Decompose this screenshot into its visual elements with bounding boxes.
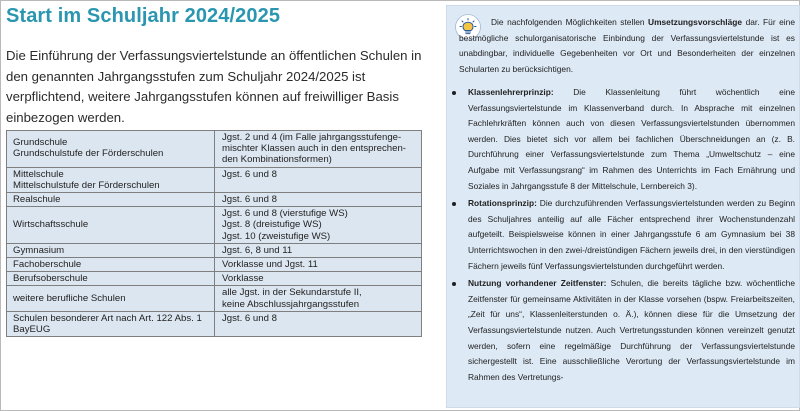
grade-levels-cell xyxy=(215,311,422,336)
school-type-cell xyxy=(7,243,215,257)
grade-levels-cell xyxy=(215,193,422,207)
school-type-line: Mittelschule xyxy=(13,168,64,180)
grade-levels-cell xyxy=(215,272,422,286)
grade-line: Jgst. 6 und 8 xyxy=(222,168,277,180)
option-text: Die Klassenleitung führt wöchentlich eine Verfassungsviertelstunde im Klassenverband durch. In Absprache mit einzelnen Fachlehrkräften können auch von diesen Verfassungsviertelstunden übernommen werden. Dies bietet sich vor allem bei fachlichen Überschneidungen an (z. B. Durchführung einer Verfassungsviertelstunde zum Thema „Umweltschutz – eine Aufgabe mit Verfassungsrang“ im Rahmen des Unterrichts im Fach Ernährung und Soziales in Jahrgangsstufe 8 der Mittelschule, Lernbereich 3). xyxy=(468,87,795,191)
grade-levels-cell xyxy=(215,167,422,192)
school-type-line: Mittelschulstufe der Förderschulen xyxy=(13,179,160,191)
school-type-cell xyxy=(7,167,215,192)
grade-levels-cell xyxy=(215,286,422,311)
grade-levels-cell xyxy=(215,243,422,257)
school-type-cell xyxy=(7,286,215,311)
school-type-line: Realschule xyxy=(13,194,61,206)
implementation-options-list xyxy=(449,85,795,387)
list-item xyxy=(449,85,795,194)
grade-line: keine Abschlussjahrgangsstufen xyxy=(222,298,360,310)
bullet-icon xyxy=(452,91,456,95)
bullet-icon xyxy=(452,282,456,286)
table-row xyxy=(7,193,422,207)
intro-text-a: Die nachfolgenden Möglichkeiten stellen xyxy=(491,17,649,27)
school-type-cell xyxy=(7,131,215,168)
school-type-line: weitere berufliche Schulen xyxy=(13,293,126,305)
school-type-line: Fachoberschule xyxy=(13,259,82,271)
grade-levels-cell xyxy=(215,131,422,168)
grade-line: Jgst. 6, 8 und 11 xyxy=(222,244,293,256)
table-row xyxy=(7,258,422,272)
table-row xyxy=(7,272,422,286)
grade-line: den Kombinationsformen) xyxy=(222,154,332,166)
grade-line: Jgst. 6 und 8 xyxy=(222,194,277,206)
grade-line: Jgst. 6 und 8 xyxy=(222,312,277,324)
grade-line: Jgst. 8 (dreistufige WS) xyxy=(222,219,322,231)
grade-levels-cell xyxy=(215,207,422,244)
implementation-infobox xyxy=(446,5,800,408)
school-type-line: Schulen besonderer Art nach Art. 122 Abs. 1 xyxy=(13,312,202,324)
list-item xyxy=(449,276,795,385)
option-term: Rotationsprinzip: xyxy=(468,198,537,209)
grade-line: Vorklasse und Jgst. 11 xyxy=(222,259,318,271)
school-type-cell xyxy=(7,258,215,272)
option-term: Nutzung vorhandener Zeitfenster: xyxy=(468,278,607,289)
school-type-line: Grundschule xyxy=(13,137,68,148)
infobox-intro xyxy=(459,15,795,78)
table-row xyxy=(7,207,422,244)
school-grades-table xyxy=(6,130,422,337)
intro-emphasis: Umsetzungsvorschläge xyxy=(648,17,743,27)
bullet-icon xyxy=(452,202,456,206)
table-row xyxy=(7,311,422,336)
option-text: Die durchzuführenden Verfassungsviertelstunden werden zu Beginn des Schuljahres anteilig auf alle Fächer entsprechend ihrer Wochenstundenzahl aufgeteilt. Beispielsweise können in einer Jahrgangsstufe 6 am Gymnasium bei 38 Unterrichtswochen in den zwei-/dreistündigen Fächern jeweils drei, in den vierstündigen Fächern jeweils fünf Verfassungsviertelstunden durchgeführt werden. xyxy=(468,198,795,271)
page-title: Start im Schuljahr 2024/2025 xyxy=(6,5,281,27)
grade-levels-cell xyxy=(215,258,422,272)
table-row xyxy=(7,243,422,257)
grade-line: mischter Klassen auch in den entsprechen- xyxy=(222,143,406,155)
grade-line: Jgst. 2 und 4 (im Falle jahrgangsstufenge- xyxy=(222,132,402,143)
intro-text-b: dar. Für eine bestmögliche schulorganisatorische Einbindung der Verfassungsviertelstunde ist es unabdingbar, individuelle Gegebenheiten vor Ort und Besonderheiten der einzelnen Schularten zu berücksichtigen. xyxy=(459,17,795,75)
intro-paragraph: Die Einführung der Verfassungsviertelstunde an öffentlichen Schulen in den genannten Jahrgangsstufen zum Schuljahr 2024/2025 ist verpflichtend, weitere Jahrgangsstufen können auf freiwilliger Basis einbezogen werden. xyxy=(6,48,422,126)
school-type-cell xyxy=(7,272,215,286)
school-type-line: Grundschulstufe der Förderschulen xyxy=(13,148,164,160)
school-type-cell xyxy=(7,193,215,207)
option-term: Klassenlehrerprinzip: xyxy=(468,87,554,97)
school-type-line: Wirtschaftsschule xyxy=(13,219,89,231)
grade-line: alle Jgst. in der Sekundarstufe II, xyxy=(222,287,362,299)
grade-line: Jgst. 6 und 8 (vierstufige WS) xyxy=(222,208,348,220)
option-text: Schulen, die bereits tägliche bzw. wöchentliche Zeitfenster für gemeinsame Aktivitäten in der Klasse vorsehen (bspw. Freiarbeitszeiten, „Zeit für uns“, Klassenleiterstunden o. Ä.), können diese für die Umsetzung der Verfassungsviertelstunde nutzen. Auch Vertretungsstunden können vereinzelt genutzt werden, sofern eine regelmäßige Durchführung der Verfassungsviertelstunde sichergestellt ist. Eine ausschließliche Verortung der Verfassungsviertelstunde im Rahmen des Vertretungs- xyxy=(468,278,795,382)
grade-line: Jgst. 10 (zweistufige WS) xyxy=(222,230,331,242)
table-row xyxy=(7,286,422,311)
school-type-line: Gymnasium xyxy=(13,244,65,256)
school-type-line: Berufsoberschule xyxy=(13,273,88,285)
table-row xyxy=(7,131,422,168)
table-row xyxy=(7,167,422,192)
school-type-cell xyxy=(7,311,215,336)
grade-line: Vorklasse xyxy=(222,273,264,285)
list-item xyxy=(449,196,795,274)
school-type-line: BayEUG xyxy=(13,324,51,336)
school-type-cell xyxy=(7,207,215,244)
